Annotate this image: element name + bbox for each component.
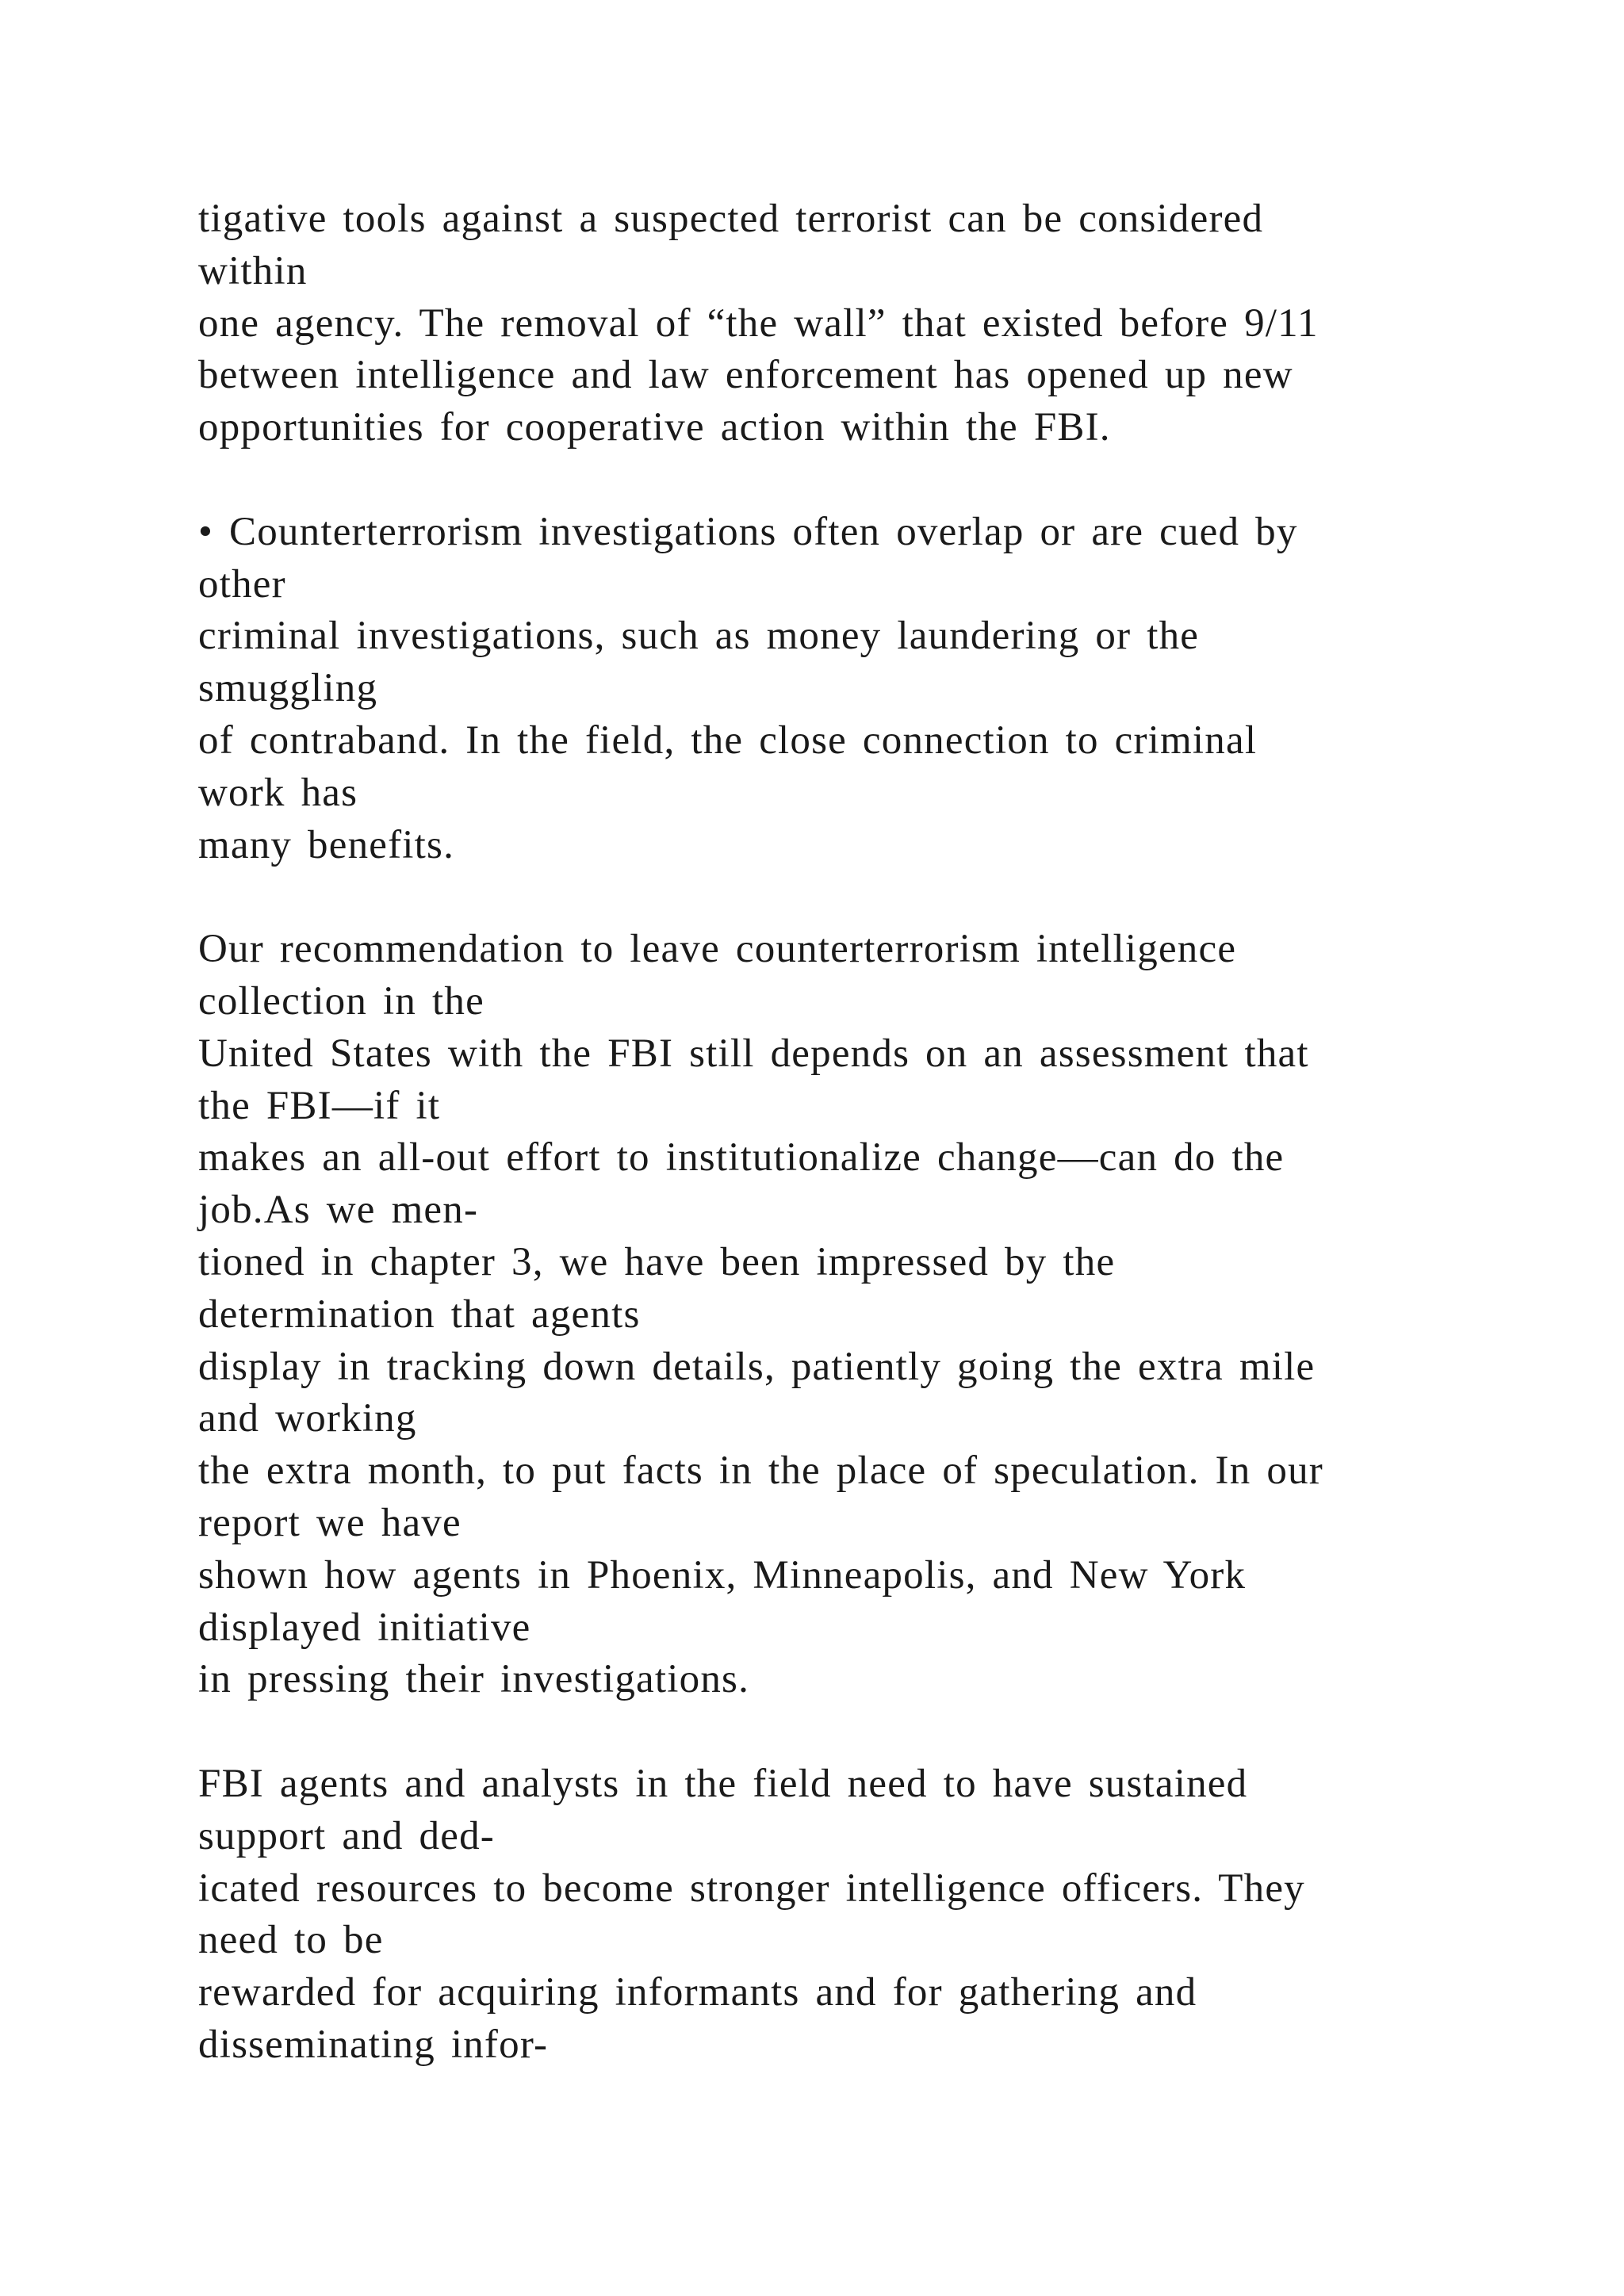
text-line: the extra month, to put facts in the place of speculation. In our (198, 1448, 1323, 1494)
text-line: shown how agents in Phoenix, Minneapolis, and New York (198, 1552, 1247, 1598)
text-line: Our recommendation to leave counterterrorism intelligence (198, 927, 1237, 972)
text-line: work has (198, 770, 358, 815)
text-line: many benefits. (198, 822, 455, 867)
text-line: support and ded- (198, 1813, 495, 1858)
document-page (198, 193, 1507, 2123)
text-line: within (198, 248, 308, 293)
text-line: opportunities for cooperative action within the FBI. (198, 405, 1111, 450)
text-line: other (198, 561, 286, 607)
text-line: • Counterterrorism investigations often overlap or are cued by (198, 509, 1298, 554)
text-line: the FBI—if it (198, 1083, 441, 1128)
paragraph-1 (198, 193, 1507, 454)
paragraph-3 (198, 924, 1507, 1706)
text-line: one agency. The removal of “the wall” that existed before 9/11 (198, 300, 1319, 346)
text-line: display in tracking down details, patiently going the extra mile (198, 1344, 1316, 1389)
text-line: United States with the FBI still depends on an assessment that (198, 1031, 1309, 1076)
paragraph-2-bullet (198, 507, 1507, 872)
text-line: displayed initiative (198, 1605, 531, 1650)
text-line: determination that agents (198, 1292, 641, 1337)
text-line: report we have (198, 1500, 462, 1545)
text-line: of contraband. In the field, the close connection to criminal (198, 718, 1258, 763)
text-line: collection in the (198, 978, 485, 1024)
text-line: job.As we men- (198, 1188, 479, 1233)
paragraph-4 (198, 1758, 1507, 2072)
text-line: FBI agents and analysts in the field need to have sustained (198, 1761, 1248, 1806)
text-line: between intelligence and law enforcement has opened up new (198, 353, 1293, 398)
text-line: need to be (198, 1918, 384, 1963)
text-line: icated resources to become stronger intelligence officers. They (198, 1866, 1305, 1911)
text-line: makes an all-out effort to institutionalize change—can do the (198, 1135, 1285, 1181)
text-line: criminal investigations, such as money laundering or the (198, 614, 1200, 659)
text-line: tioned in chapter 3, we have been impressed by the (198, 1239, 1116, 1284)
text-line: in pressing their investigations. (198, 1657, 750, 1702)
text-line: rewarded for acquiring informants and for gathering and (198, 1970, 1197, 2015)
text-line: and working (198, 1396, 417, 1441)
text-line: tigative tools against a suspected terrorist can be considered (198, 197, 1264, 241)
text-line: smuggling (198, 666, 378, 711)
text-line: disseminating infor- (198, 2022, 549, 2067)
